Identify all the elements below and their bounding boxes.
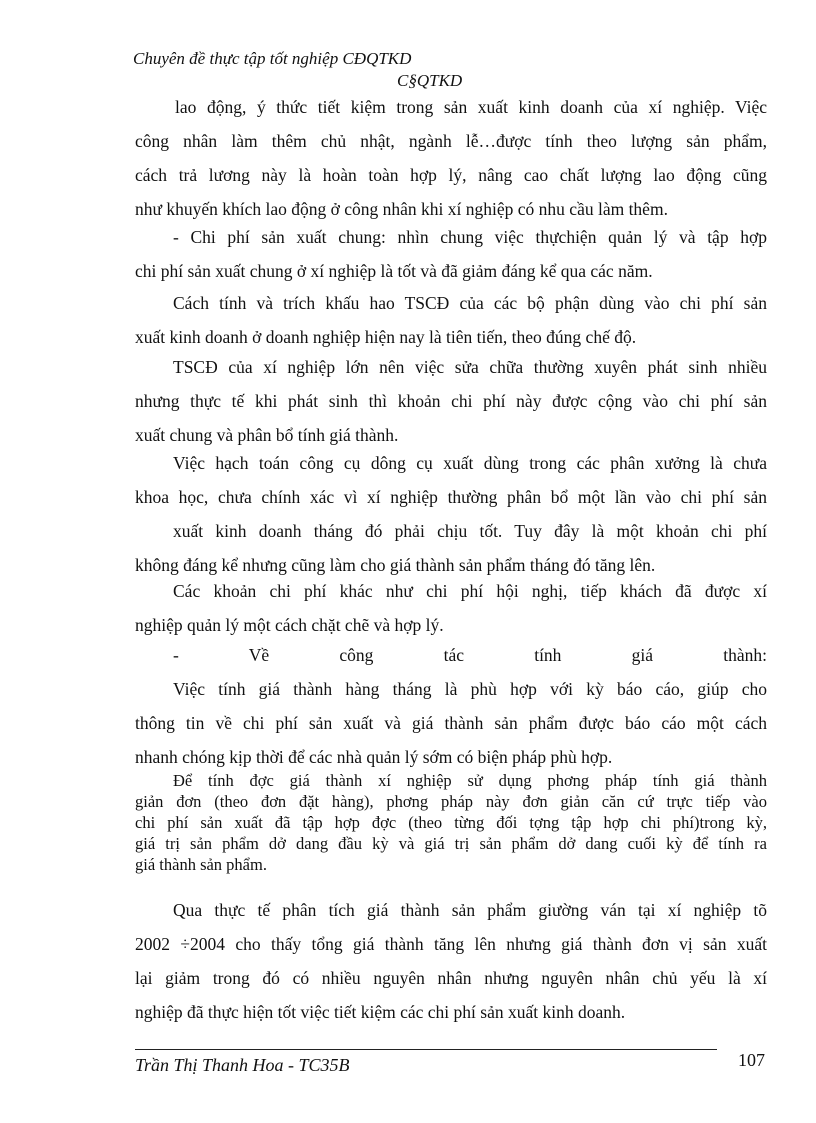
- text-line: TSCĐ của xí nghiệp lớn nên việc sửa chữa thường xuyên phát sinh nhiều: [173, 357, 767, 377]
- text-line: nghiệp quản lý một cách chặt chẽ và hợp lý.: [135, 615, 444, 635]
- text-line: nghiệp đã thực hiện tốt việc tiết kiệm các chi phí sản xuất kinh doanh.: [135, 1002, 626, 1022]
- text-line: nhưng thực tế khi phát sinh thì khoản chi phí này được cộng vào chi phí sản: [135, 391, 767, 411]
- text-line: Việc hạch toán công cụ dông cụ xuất dùng trong các phân xưởng là chưa: [173, 453, 767, 473]
- paragraph: [135, 350, 767, 452]
- text-line: thông tin về chi phí sản xuất và giá thành sản phẩm được báo cáo một cách: [135, 713, 767, 733]
- paragraph: [135, 286, 767, 354]
- text-line: giá thành sản phẩm.: [135, 855, 267, 874]
- text-line: Các khoản chi phí khác như chi phí hội nghị, tiếp khách đã được xí: [173, 581, 767, 601]
- text-line: - Chi phí sản xuất chung: nhìn chung việc thựchiện quản lý và tập hợp: [173, 227, 767, 247]
- paragraph: [135, 770, 767, 875]
- page-header: [133, 48, 462, 92]
- text-line: Để tính đợc giá thành xí nghiệp sử dụng phơng pháp tính giá thành: [173, 771, 767, 790]
- text-line: như khuyến khích lao động ở công nhân khi xí nghiệp có nhu cầu làm thêm.: [135, 199, 668, 219]
- text-line: công nhân làm thêm chủ nhật, ngành lễ…được tính theo lượng sản phẩm,: [135, 131, 767, 151]
- text-line: nhanh chóng kịp thời để các nhà quản lý sớm có biện pháp phù hợp.: [135, 747, 613, 767]
- text-line: lại giảm trong đó có nhiều nguyên nhân nhưng nguyên nhân chủ yếu là xí: [135, 968, 767, 988]
- text-line: chi phí sản xuất đã tập hợp đợc (theo từng đối tợng tập hợp chi phí)trong kỳ,: [135, 813, 767, 832]
- text-line: Qua thực tế phân tích giá thành sản phẩm giường ván tại xí nghiệp tõ: [173, 900, 767, 920]
- text-line: - Về công tác tính giá thành:: [173, 645, 767, 665]
- text-line: giản đơn (theo đơn đặt hàng), phơng pháp này đơn giản căn cứ trực tiếp vào: [135, 792, 767, 811]
- text-line: lao động, ý thức tiết kiệm trong sản xuất kinh doanh của xí nghiệp. Việc: [175, 97, 767, 117]
- text-line: xuất kinh doanh tháng đó phải chịu tốt. Tuy đây là một khoản chi phí: [173, 521, 767, 541]
- text-line: 2002 ÷2004 cho thấy tổng giá thành tăng lên nhưng giá thành đơn vị sản xuất: [135, 934, 767, 954]
- text-line: xuất chung và phân bổ tính giá thành.: [135, 425, 399, 445]
- text-line: Cách tính và trích khấu hao TSCĐ của các bộ phận dùng vào chi phí sản: [173, 293, 767, 313]
- text-line: không đáng kể nhưng cũng làm cho giá thành sản phẩm tháng đó tăng lên.: [135, 555, 656, 575]
- paragraph: [135, 90, 767, 226]
- text-line: xuất kinh doanh ở doanh nghiệp hiện nay là tiên tiến, theo đúng chế độ.: [135, 327, 637, 347]
- header-title: Chuyên đề thực tập tốt nghiệp CĐQTKD: [133, 49, 412, 68]
- paragraph: [135, 574, 767, 642]
- text-line: cách trả lương này là hoàn toàn hợp lý, nâng cao chất lượng lao động cũng: [135, 165, 767, 185]
- page-number: 107: [738, 1050, 765, 1070]
- text-line: giá trị sản phẩm dở dang đầu kỳ và giá trị sản phẩm dở dang cuối kỳ để tính ra: [135, 834, 767, 853]
- header-subtitle: C§QTKD: [397, 71, 463, 90]
- paragraph: [135, 220, 767, 288]
- footer-author: Trần Thị Thanh Hoa - TC35B: [135, 1055, 350, 1075]
- footer-divider: [135, 1049, 717, 1050]
- text-line: chi phí sản xuất chung ở xí nghiệp là tốt và đã giảm đáng kể qua các năm.: [135, 261, 653, 281]
- paragraph: [135, 893, 767, 1029]
- paragraph: [135, 638, 767, 774]
- text-line: khoa học, chưa chính xác vì xí nghiệp thường phân bổ một lần vào chi phí sản: [135, 487, 767, 507]
- text-line: Việc tính giá thành hàng tháng là phù hợp với kỳ báo cáo, giúp cho: [173, 679, 767, 699]
- paragraph: [135, 446, 767, 582]
